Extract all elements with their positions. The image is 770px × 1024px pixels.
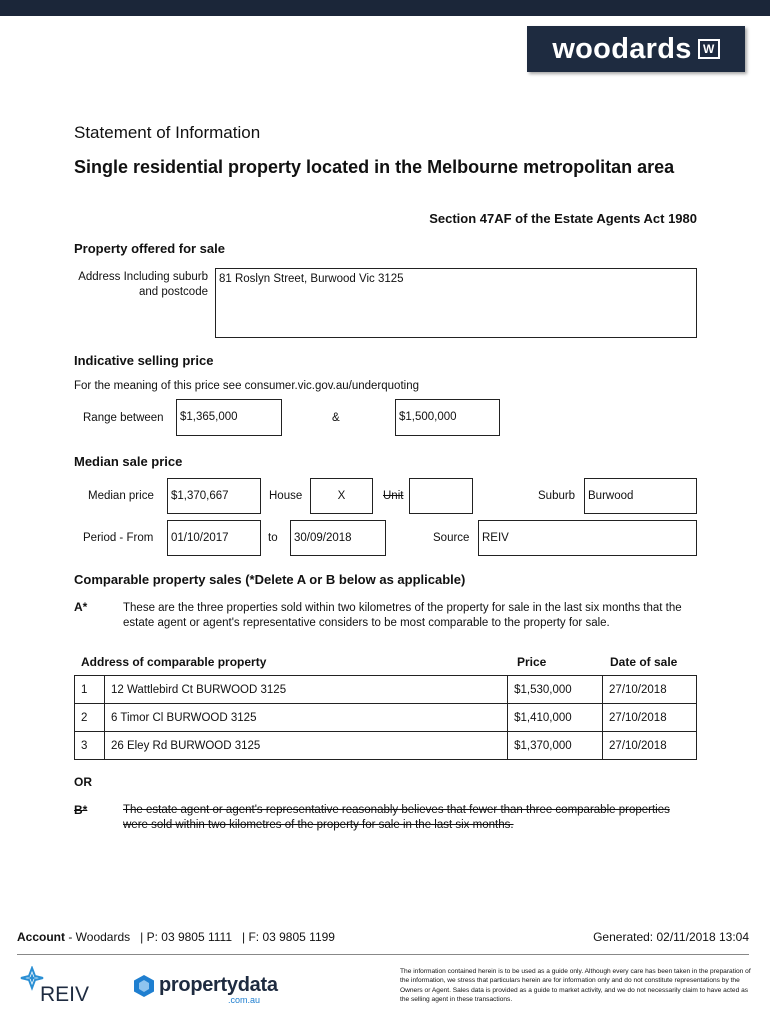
reiv-logo [18,966,90,1006]
account-details: - Woodards | P: 03 9805 1111 | F: 03 9805 1199 [65,930,335,944]
option-b-label: B* [74,803,88,817]
range-low-field[interactable]: $1,365,000 [176,399,282,436]
doc-heading: Single residential property located in the Melbourne metropolitan area [74,157,675,177]
col-address-header: Address of comparable property [81,655,267,669]
period-from-field[interactable]: 01/10/2017 [167,520,261,556]
row-number: 3 [75,732,105,760]
option-a-label: A* [74,600,88,614]
row-number: 1 [75,676,105,704]
row-date[interactable]: 27/10/2018 [603,704,697,732]
propertydata-text: propertydata [159,974,278,996]
row-date[interactable]: 27/10/2018 [603,676,697,704]
woodards-logo [527,26,745,72]
table-row [75,704,697,732]
act-reference: Section 47AF of the Estate Agents Act 1980 [429,211,697,226]
period-to-label: to [268,532,278,544]
range-high-field[interactable]: $1,500,000 [395,399,500,436]
row-date[interactable]: 27/10/2018 [603,732,697,760]
col-date-header: Date of sale [610,655,678,669]
house-label: House [269,490,303,502]
row-price[interactable]: $1,410,000 [508,704,603,732]
period-to-field[interactable]: 30/09/2018 [290,520,386,556]
brand-name: woodards [552,32,692,65]
comparable-heading: Comparable property sales (*Delete A or B below as applicable) [74,572,466,587]
address-label: Address Including suburb and postcode [78,271,208,298]
propertydata-hex-icon [132,974,156,998]
option-a-text: These are the three properties sold within two kilometres of the property for sale in the last six months that the estate agent or agent's representative considers to be most comparable to the property for sale. [123,602,682,629]
offered-heading: Property offered for sale [74,241,225,256]
house-checkbox[interactable]: X [310,478,373,514]
unit-label: Unit [383,490,404,502]
range-ampersand: & [332,412,340,424]
propertydata-domain: .com.au [228,995,261,1005]
col-price-header: Price [517,655,547,669]
or-label: OR [74,775,92,789]
median-heading: Median sale price [74,454,183,469]
footer-divider [17,954,749,955]
source-label: Source [433,532,470,544]
doc-title: Statement of Information [74,123,261,142]
row-number: 2 [75,704,105,732]
suburb-field[interactable]: Burwood [584,478,697,514]
indicative-heading: Indicative selling price [74,353,214,368]
row-address[interactable]: 6 Timor Cl BURWOOD 3125 [104,704,507,732]
table-row [75,732,697,760]
underquoting-note: For the meaning of this price see consumer.vic.gov.au/underquoting [74,380,419,392]
generated-timestamp: Generated: 02/11/2018 13:04 [593,930,749,944]
table-row [75,676,697,704]
row-price[interactable]: $1,370,000 [508,732,603,760]
suburb-label: Suburb [538,490,576,502]
reiv-text: REIV [40,983,90,1006]
account-label: Account [17,930,65,944]
propertydata-logo [132,972,278,1006]
row-price[interactable]: $1,530,000 [508,676,603,704]
unit-checkbox[interactable] [409,478,473,514]
disclaimer-text: The information contained herein is to be used as a guide only. Although every care has been taken in the preparation of the information, we stress that particulars herein are for information only and do not constitute representations by the Owners or Agent. Sales data is provided as a guide to market activity, and we do not necessarily claim to have acted as the selling agent in these transactions. [400,968,751,1004]
median-price-field[interactable]: $1,370,667 [167,478,261,514]
row-address[interactable]: 12 Wattlebird Ct BURWOOD 3125 [104,676,507,704]
option-b-text: The estate agent or agent's representative reasonably believes that fewer than three comparable properties were sold within two kilometres of the property for sale in the last six months. [123,804,670,831]
account-line [17,930,335,944]
row-address[interactable]: 26 Eley Rd BURWOOD 3125 [104,732,507,760]
source-field[interactable]: REIV [478,520,697,556]
address-field[interactable]: 81 Roslyn Street, Burwood Vic 3125 [215,268,697,338]
period-label: Period - From [83,532,154,544]
range-label: Range between [83,412,164,424]
median-price-label: Median price [88,490,154,502]
comparable-table [74,675,697,760]
brand-mark-icon: W [698,39,720,59]
top-bar [0,0,770,16]
